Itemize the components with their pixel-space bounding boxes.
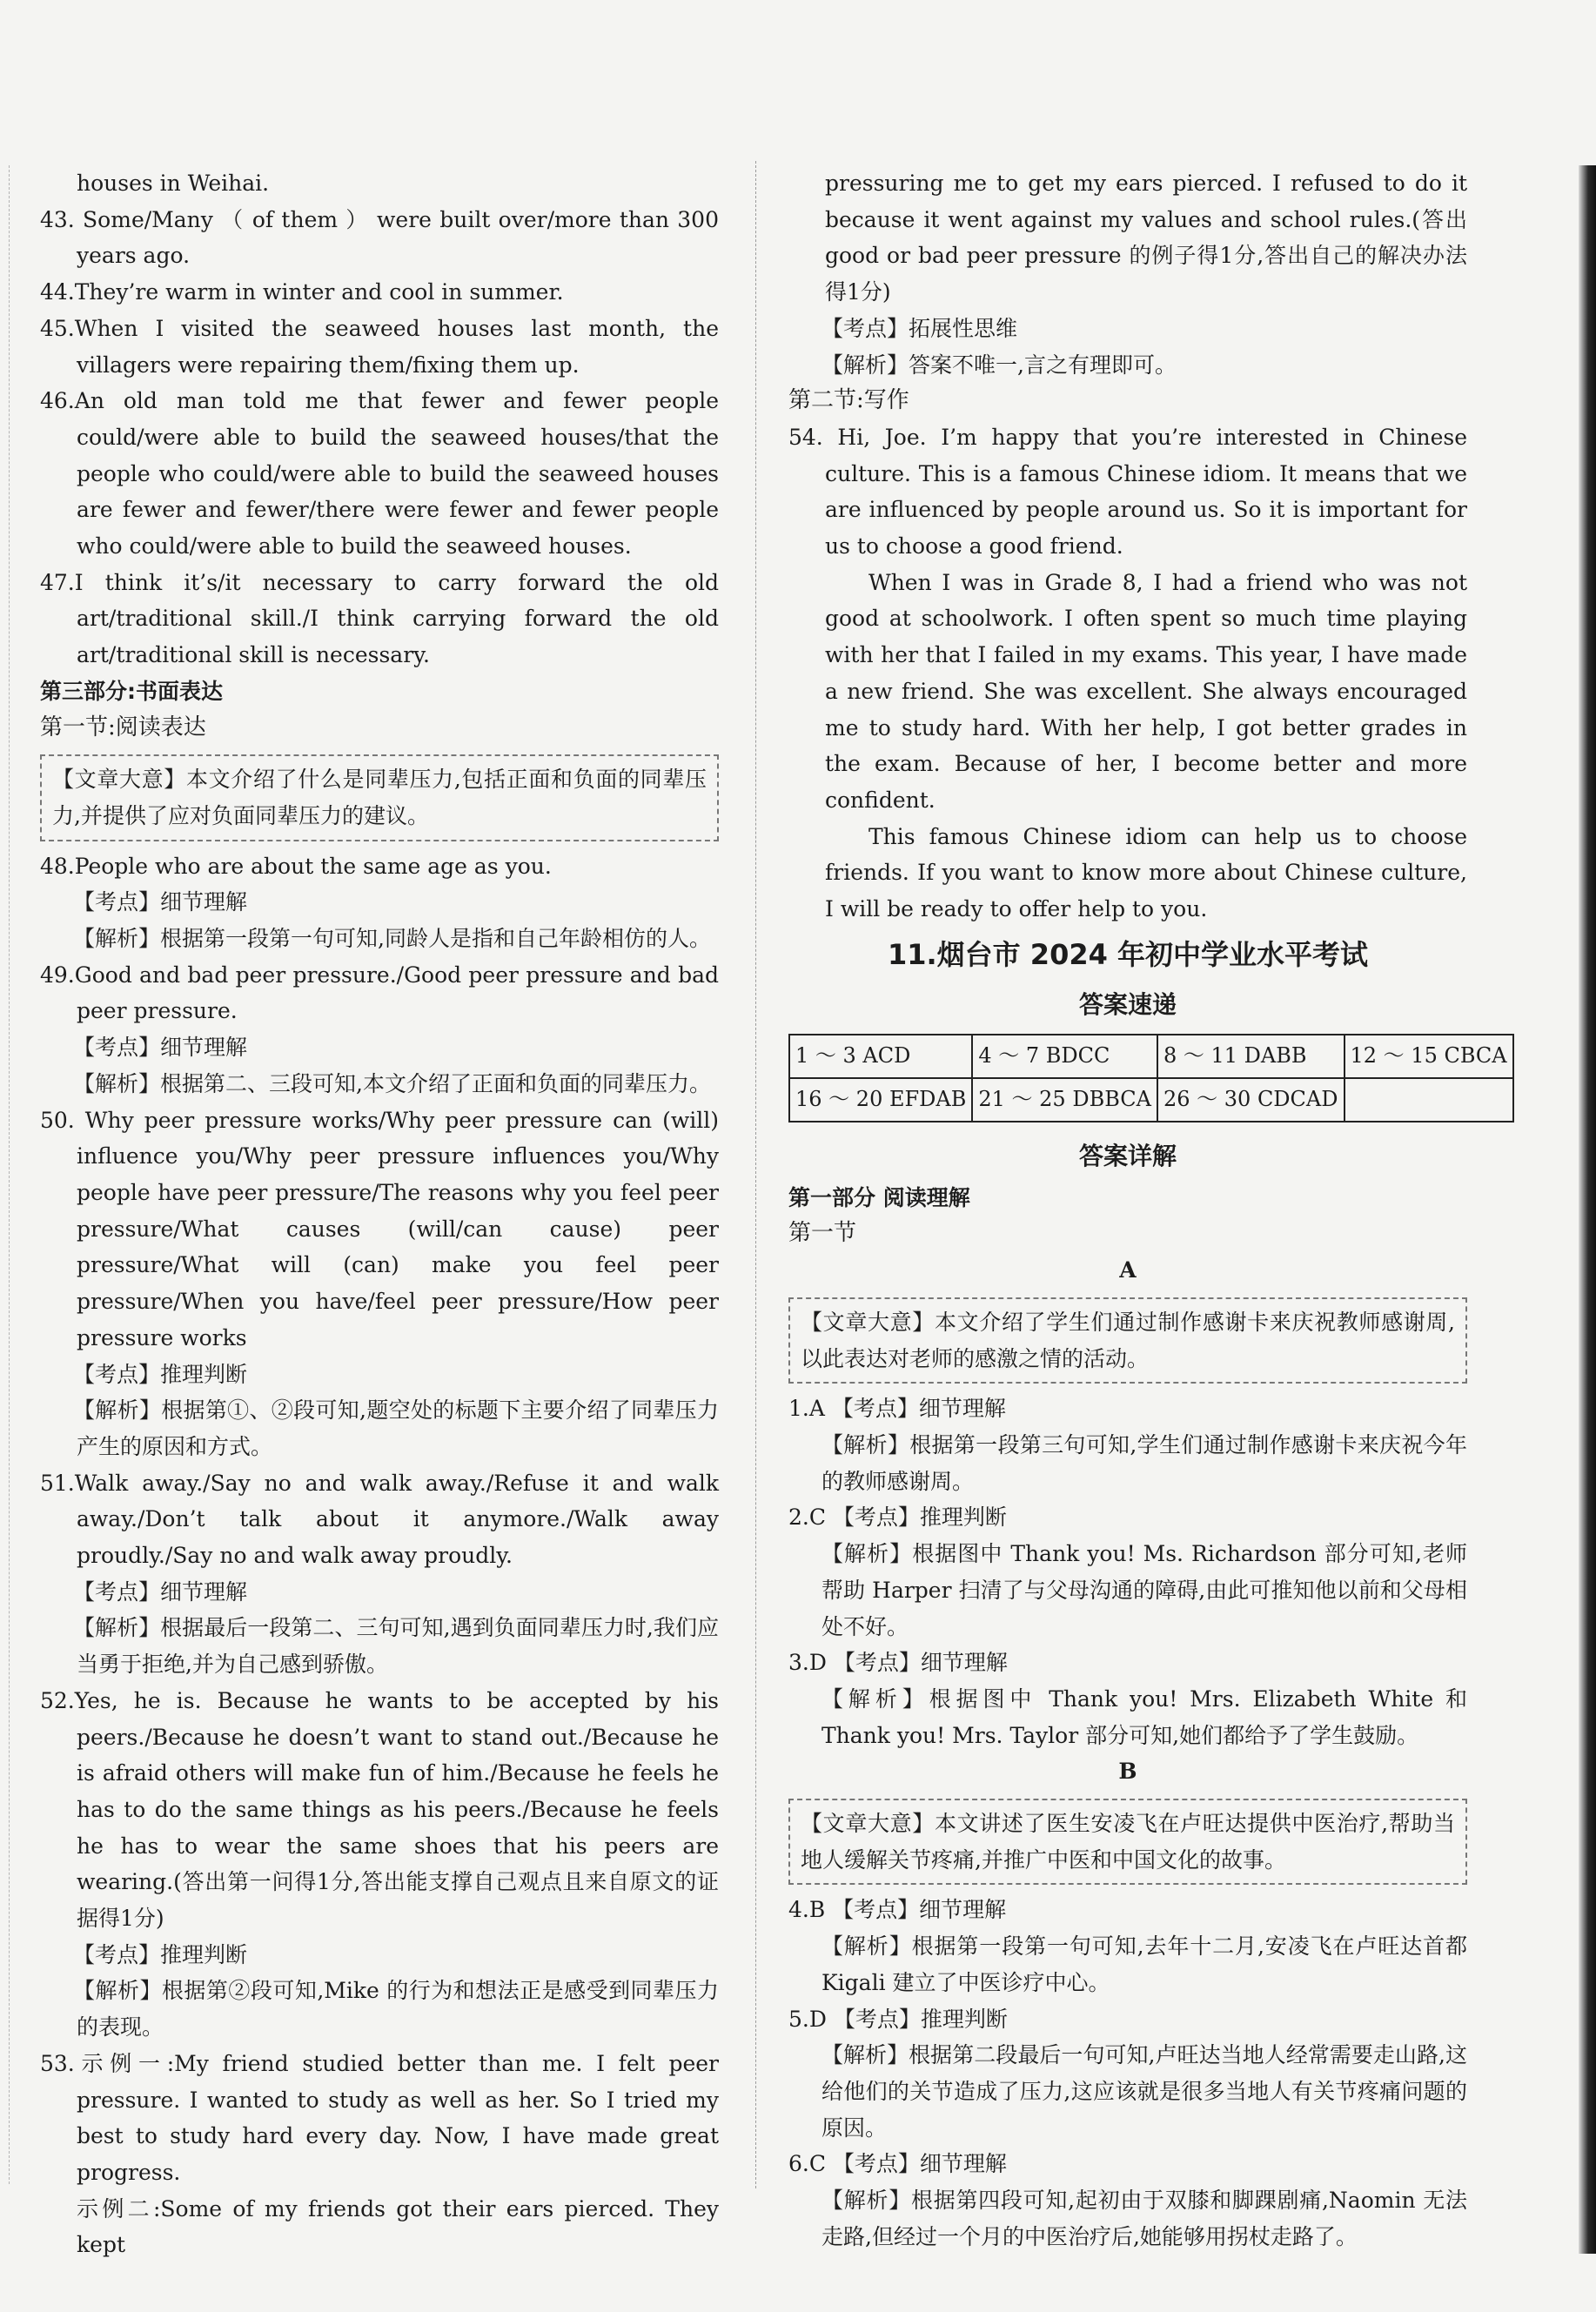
answer-47: 47.I think it’s/it necessary to carry forward the old art/traditional skill./I think carrying forward the old art/traditional skill is necessary. <box>40 569 719 668</box>
answer-cell: 4 ～ 7 BDCC <box>972 1035 1157 1078</box>
answer-1: 1.A 【考点】细节理解 <box>788 1396 1006 1422</box>
answer-51: 51.Walk away./Say no and walk away./Refuse it and walk away./Don’t talk about it anymore./Walk away proudly./Say no and walk away proudly. <box>40 1470 719 1569</box>
answer-cell: 12 ～ 15 CBCA <box>1345 1035 1513 1078</box>
answer-5-analysis: 【解析】根据第二段最后一句可知,卢旺达当地人经常需要走山路,这给他们的关节造成了压力,这应该就是很多当地人有关节疼痛问题的原因。 <box>821 2042 1467 2141</box>
answer-48-point: 【考点】细节理解 <box>73 889 248 915</box>
section-one-heading: 第一节:阅读表达 <box>40 714 206 741</box>
answer-row <box>789 1035 1513 1078</box>
passage-b-heading: B <box>1118 1759 1137 1785</box>
answer-45: 45.When I visited the seaweed houses last month, the villagers were repairing them/fixing them up. <box>40 315 719 378</box>
section-two-heading: 第二节:写作 <box>788 387 909 414</box>
essay-paragraph-1: 54. Hi, Joe. I’m happy that you’re interested in Chinese culture. This is a famous Chinese idiom. It means that we are influenced by people around us. So it is important for us to choose a good friend. <box>788 424 1467 560</box>
summary-box-a: 【文章大意】本文介绍了学生们通过制作感谢卡来庆祝教师感谢周,以此表达对老师的感激之情的活动。 <box>788 1297 1467 1384</box>
answer-1-analysis: 【解析】根据第一段第三句可知,学生们通过制作感谢卡来庆祝今年的教师感谢周。 <box>821 1431 1467 1494</box>
answer-4: 4.B 【考点】细节理解 <box>788 1897 1007 1923</box>
answer-53-example-two: 示例二:Some of my friends got their ears pierced. They kept <box>77 2195 719 2258</box>
essay-paragraph-3: This famous Chinese idiom can help us to choose friends. If you want to know more about Chinese culture, I will be ready to offer help to you. <box>825 823 1467 922</box>
answer-48: 48.People who are about the same age as you. <box>40 853 552 879</box>
answer-cell: 1 ～ 3 ACD <box>789 1035 972 1078</box>
answer-2: 2.C 【考点】推理判断 <box>788 1504 1007 1531</box>
answer-49-point: 【考点】细节理解 <box>73 1035 248 1061</box>
answer-46: 46.An old man told me that fewer and fewer people could/were able to build the seaweed houses/that the people who could/were able to build the seaweed houses are fewer and fewer/there were fewer and fewer people who could/were able to build the seaweed houses. <box>40 388 719 560</box>
answer-48-analysis: 【解析】根据第一段第一句可知,同龄人是指和自己年龄相仿的人。 <box>73 926 711 952</box>
left-column <box>40 165 719 2263</box>
answer-50-analysis: 【解析】根据第①、②段可知,题空处的标题下主要介绍了同辈压力产生的原因和方式。 <box>73 1397 719 1459</box>
detailed-answers-heading: 答案详解 <box>1078 1141 1177 1170</box>
quick-answers-heading: 答案速递 <box>1078 989 1177 1019</box>
answer-6-analysis: 【解析】根据第四段可知,起初由于双膝和脚踝剧痛,Naomin 无法走路,但经过一个月的中医治疗后,她能够用拐杖走路了。 <box>821 2188 1467 2249</box>
answer-2-analysis: 【解析】根据图中 Thank you! Ms. Richardson 部分可知,老师帮助 Harper 扫清了与父母沟通的障碍,由此可推知他以前和父母相处不好。 <box>821 1541 1467 1639</box>
answer-51-analysis: 【解析】根据最后一段第二、三句可知,遇到负面同辈压力时,我们应当勇于拒绝,并为自己感到骄傲。 <box>73 1615 719 1678</box>
answer-3: 3.D 【考点】细节理解 <box>788 1650 1008 1676</box>
answer-43: 43. Some/Many （ of them ） were built over/more than 300 years ago. <box>40 206 719 269</box>
part-three-heading: 第三部分:书面表达 <box>40 678 223 704</box>
answer-53-example-one: 53.示例一:My friend studied better than me. I felt peer pressure. I wanted to study as well as her. So I tried my best to study hard every day. Now, I have made great progress. <box>40 2050 719 2185</box>
answer-52-analysis: 【解析】根据第②段可知,Mike 的行为和想法正是感受到同辈压力的表现。 <box>73 1978 719 2041</box>
answer-52-point: 【考点】推理判断 <box>73 1941 248 1967</box>
answer-cell <box>1345 1078 1513 1122</box>
left-margin-rule <box>9 165 10 2184</box>
answer-cell: 8 ～ 11 DABB <box>1157 1035 1345 1078</box>
column-divider <box>755 161 756 2188</box>
answer-line: houses in Weihai. <box>77 171 270 196</box>
answer-5: 5.D 【考点】推理判断 <box>788 2006 1008 2032</box>
passage-a-heading: A <box>1119 1257 1137 1283</box>
answer-52: 52.Yes, he is. Because he wants to be accepted by his peers./Because he doesn’t want to stand out./Because he is afraid others will make fun of him./Because he feels he has to do the same things as his peers./Because he feels he has to wear the same shoes that his peers are wearing.(答出第一问得1分,答出能支撑自己观点且来自原文的证据得1分) <box>40 1687 719 1932</box>
answer-cell: 16 ～ 20 EFDAB <box>789 1078 972 1122</box>
answer-51-point: 【考点】细节理解 <box>73 1578 248 1605</box>
answer-50: 50. Why peer pressure works/Why peer pressure can (will) influence you/Why peer pressure influences you/Why people have peer pressure/The reasons why you feel peer pressure/What causes (will/can cause) peer pressure/What will (can) make you feel peer pressure/When you have/feel peer pressure/How peer pressure works <box>40 1107 719 1350</box>
answer-49: 49.Good and bad peer pressure./Good peer pressure and bad peer pressure. <box>40 962 719 1024</box>
right-column <box>788 165 1507 2255</box>
answer-cell: 21 ～ 25 DBBCA <box>972 1078 1157 1122</box>
answer-53-continued: pressuring me to get my ears pierced. I refused to do it because it went against my values and school rules.(答出 good or bad peer pressure 的例子得1分,答出自己的解决办法得1分) <box>825 171 1467 305</box>
essay-paragraph-2: When I was in Grade 8, I had a friend who was not good at schoolwork. I often spent so much time playing with her that I failed in my exams. This year, I have made a new friend. She was excellent. She always encouraged me to study hard. With her help, I got better grades in the exam. Because of her, I become better and more confident. <box>825 569 1467 813</box>
answer-50-point: 【考点】推理判断 <box>73 1361 248 1387</box>
answer-44: 44.They’re warm in winter and cool in summer. <box>40 279 564 305</box>
part-one-heading: 第一部分 阅读理解 <box>788 1184 970 1210</box>
summary-box-b: 【文章大意】本文讲述了医生安凌飞在卢旺达提供中医治疗,帮助当地人缓解关节疼痛,并推广中医和中国文化的故事。 <box>788 1799 1467 1885</box>
exam-title: 11.烟台市 2024 年初中学业水平考试 <box>887 937 1369 971</box>
answer-6: 6.C 【考点】细节理解 <box>788 2151 1007 2177</box>
answer-row <box>789 1078 1513 1122</box>
section-one-heading: 第一节 <box>788 1220 857 1247</box>
scan-edge-shadow <box>1579 165 1596 2254</box>
answer-53-analysis: 【解析】答案不唯一,言之有理即可。 <box>821 352 1177 378</box>
answer-3-analysis: 【解析】根据图中 Thank you! Mrs. Elizabeth White 和 Thank you! Mrs. Taylor 部分可知,她们都给予了学生鼓励。 <box>821 1685 1467 1748</box>
answer-53-point: 【考点】拓展性思维 <box>821 315 1018 341</box>
answer-49-analysis: 【解析】根据第二、三段可知,本文介绍了正面和负面的同辈压力。 <box>73 1070 711 1096</box>
answer-table <box>788 1034 1514 1122</box>
answer-4-analysis: 【解析】根据第一段第一句可知,去年十二月,安凌飞在卢旺达首都 Kigali 建立了中医诊疗中心。 <box>821 1933 1467 1995</box>
summary-box: 【文章大意】本文介绍了什么是同辈压力,包括正面和负面的同辈压力,并提供了应对负面同辈压力的建议。 <box>40 754 719 841</box>
answer-cell: 26 ～ 30 CDCAD <box>1157 1078 1345 1122</box>
